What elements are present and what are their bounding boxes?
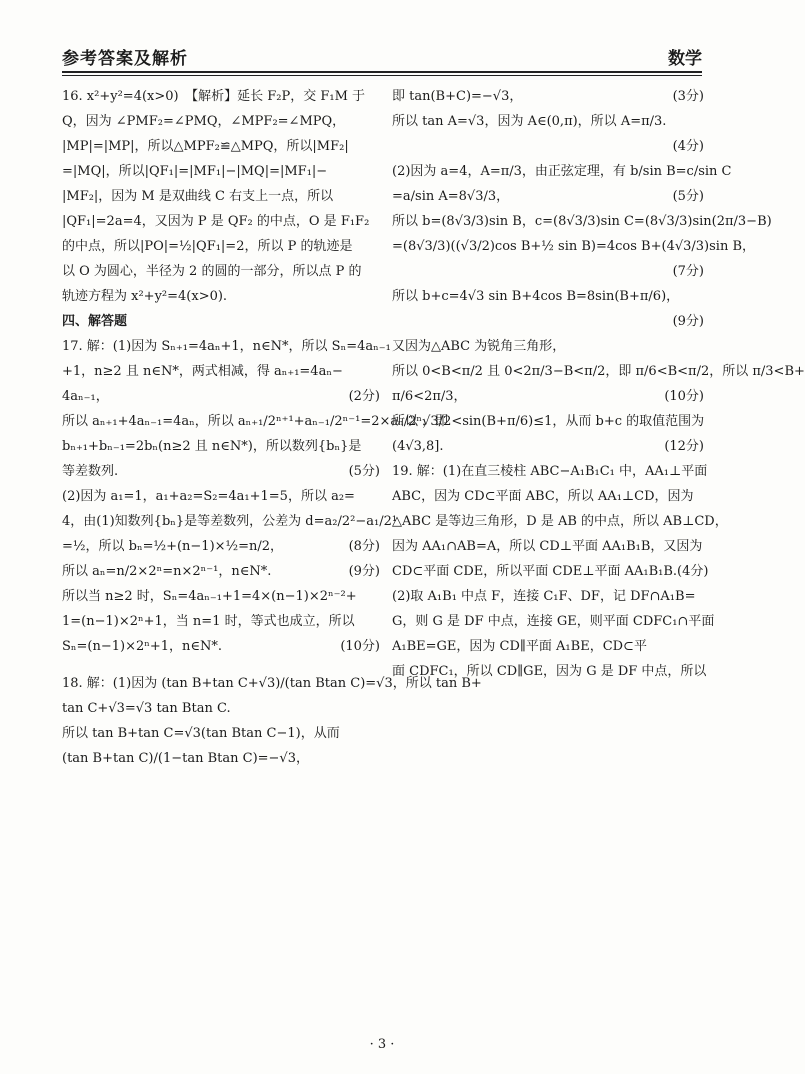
line-text: π/6<2π/3， — [392, 389, 467, 404]
line-text: 4aₙ₋₁， — [62, 389, 109, 404]
text-line — [392, 284, 704, 309]
text-line — [62, 409, 449, 434]
line-text: +1，n≥2 且 n∈N*，两式相减，得 aₙ₊₁=4aₙ− — [62, 364, 343, 379]
text-line — [392, 434, 704, 459]
line-text: 又因为△ABC 为锐角三角形， — [392, 339, 566, 354]
line-text: 所以 √3/2<sin(B+π/6)≤1，从而 b+c 的取值范围为 — [392, 414, 705, 429]
text-line — [62, 721, 380, 746]
text-line — [62, 284, 380, 309]
line-text: 所以 aₙ₊₁+4aₙ₋₁=4aₙ，所以 aₙ₊₁/2ⁿ⁺¹+aₙ₋₁/2ⁿ⁻¹=2×aₙ/2ⁿ，即 — [62, 414, 449, 429]
text-line — [62, 559, 380, 584]
line-text: 所以 tan A=√3，因为 A∈(0,π)，所以 A=π/3. — [392, 114, 667, 129]
line-text: 1=(n−1)×2ⁿ+1，当 n=1 时，等式也成立，所以 — [62, 614, 355, 629]
score-points: (9分) — [672, 314, 704, 329]
line-text: 所以 b=(8√3/3)sin B，c=(8√3/3)sin C=(8√3/3)sin(2π/3−B) — [392, 214, 772, 229]
line-text: =a/sin A=8√3/3， — [392, 189, 510, 204]
text-line — [392, 559, 709, 584]
line-text: |QF₁|=2a=4，又因为 P 是 QF₂ 的中点，O 是 F₁F₂ — [62, 214, 370, 229]
text-line — [62, 696, 380, 721]
text-line — [392, 459, 708, 484]
text-line — [62, 134, 380, 159]
text-line — [62, 159, 380, 184]
score-points: (3分) — [672, 89, 704, 104]
line-text: ABC，因为 CD⊂平面 ABC，所以 AA₁⊥CD，因为 — [392, 489, 694, 504]
text-line — [62, 609, 380, 634]
text-line — [392, 209, 772, 234]
text-line — [392, 634, 704, 659]
text-line — [62, 671, 482, 696]
line-text: 的中点，所以|PO|=½|QF₁|=2，所以 P 的轨迹是 — [62, 239, 353, 254]
header-title: 参考答案及解析 — [62, 49, 188, 69]
line-text: 所以 aₙ=n/2×2ⁿ=n×2ⁿ⁻¹，n∈N*. — [62, 564, 272, 579]
score-points: (7分) — [672, 264, 704, 279]
text-line — [392, 584, 704, 609]
text-line — [392, 359, 805, 384]
text-line — [62, 746, 380, 771]
text-line — [392, 259, 704, 284]
text-line — [392, 134, 704, 159]
text-line — [392, 84, 704, 109]
text-line — [62, 334, 391, 359]
text-line — [392, 309, 704, 334]
line-text: =½，所以 bₙ=½+(n−1)×½=n/2， — [62, 539, 284, 554]
line-text: (tan B+tan C)/(1−tan Btan C)=−√3， — [62, 751, 309, 766]
line-text: Q，因为 ∠PMF₂=∠PMQ，∠MPF₂=∠MPQ， — [62, 114, 346, 129]
text-line — [392, 509, 728, 534]
line-text: (2)取 A₁B₁ 中点 F，连接 C₁F、DF，记 DF∩A₁B= — [392, 589, 696, 604]
text-line — [62, 384, 380, 409]
text-line — [62, 234, 380, 259]
line-text: Sₙ=(n−1)×2ⁿ+1，n∈N*. — [62, 639, 223, 654]
score-points: (12分) — [664, 439, 704, 454]
header-subject: 数学 — [668, 49, 702, 69]
line-text: A₁BE=GE，因为 CD∥平面 A₁BE，CD⊂平 — [392, 639, 647, 654]
line-text: 18. 解：(1)因为 (tan B+tan C+√3)/(tan Btan C)=√3，所以 tan B+ — [62, 676, 482, 691]
line-text: 16. x²+y²=4(x>0) 【解析】延长 F₂P，交 F₁M 于 — [62, 89, 366, 104]
score-points: (2分) — [348, 389, 380, 404]
line-text: (2)因为 a₁=1，a₁+a₂=S₂=4a₁+1=5，所以 a₂= — [62, 489, 355, 504]
line-text: tan C+√3=√3 tan Btan C. — [62, 701, 231, 716]
line-text: =(8√3/3)((√3/2)cos B+½ sin B)=4cos B+(4√3/3)sin B， — [392, 239, 756, 254]
score-points: (10分) — [664, 389, 704, 404]
line-text: (2)因为 a=4，A=π/3，由正弦定理，有 b/sin B=c/sin C — [392, 164, 732, 179]
text-line — [62, 459, 380, 484]
text-line — [392, 109, 704, 134]
right-solution-block — [392, 84, 805, 684]
line-text: 所以 0<B<π/2 且 0<2π/3−B<π/2，即 π/6<B<π/2，所以 π/3<B+ — [392, 364, 805, 379]
score-points: (8分) — [348, 539, 380, 554]
line-text: 以 O 为圆心，半径为 2 的圆的一部分，所以点 P 的 — [62, 264, 362, 279]
line-text: 19. 解：(1)在直三棱柱 ABC−A₁B₁C₁ 中，AA₁⊥平面 — [392, 464, 708, 479]
line-text: 4，由(1)知数列{bₙ}是等差数列，公差为 d=a₂/2²−a₁/2¹ — [62, 514, 398, 529]
header-rule — [62, 71, 702, 73]
text-line — [392, 409, 704, 434]
text-line — [392, 234, 756, 259]
text-line — [62, 209, 380, 234]
text-line — [62, 359, 380, 384]
line-text: 轨迹方程为 x²+y²=4(x>0). — [62, 289, 228, 304]
line-text: 因为 AA₁∩AB=A，所以 CD⊥平面 AA₁B₁B，又因为 — [392, 539, 703, 554]
text-line — [62, 534, 380, 559]
line-text: 17. 解：(1)因为 Sₙ₊₁=4aₙ+1，n∈N*，所以 Sₙ=4aₙ₋₁ — [62, 339, 391, 354]
q16-block — [62, 84, 380, 309]
text-line — [392, 184, 704, 209]
line-text: |MF₂|，因为 M 是双曲线 C 右支上一点，所以 — [62, 189, 334, 204]
line-text: |MP|=|MP|，所以△MPF₂≌△MPQ，所以|MF₂| — [62, 139, 349, 154]
line-text: 面 CDFC₁，所以 CD∥GE，因为 G 是 DF 中点，所以 — [392, 664, 707, 679]
page-number: · 3 · — [369, 1037, 395, 1052]
line-text: CD⊂平面 CDE，所以平面 CDE⊥平面 AA₁B₁B.(4分) — [392, 564, 709, 579]
line-text: 所以 b+c=4√3 sin B+4cos B=8sin(B+π/6)， — [392, 289, 680, 304]
section-title: 四、解答题 — [62, 314, 128, 329]
text-line — [392, 484, 704, 509]
text-line — [62, 484, 380, 509]
text-line — [392, 659, 707, 684]
text-line — [392, 384, 704, 409]
text-line — [62, 509, 398, 534]
page-header — [62, 0, 702, 72]
line-text: 所以 tan B+tan C=√3(tan Btan C−1)，从而 — [62, 726, 340, 741]
text-line — [62, 259, 380, 284]
line-text: 等差数列. — [62, 464, 119, 479]
score-points: (5分) — [348, 464, 380, 479]
score-points: (10分) — [340, 639, 380, 654]
text-line — [62, 634, 380, 659]
text-line — [392, 334, 704, 359]
line-text: 即 tan(B+C)=−√3， — [392, 89, 523, 104]
text-line — [392, 534, 704, 559]
line-text: △ABC 是等边三角形，D 是 AB 的中点，所以 AB⊥CD， — [392, 514, 728, 529]
line-text: =|MQ|，所以|QF₁|=|MF₁|−|MQ|=|MF₁|− — [62, 164, 328, 179]
text-line — [62, 84, 380, 109]
line-text: bₙ₊₁+bₙ₋₁=2bₙ(n≥2 且 n∈N*)，所以数列{bₙ}是 — [62, 439, 362, 454]
q18-block — [62, 671, 482, 771]
line-text: 所以当 n≥2 时，Sₙ=4aₙ₋₁+1=4×(n−1)×2ⁿ⁻²+ — [62, 589, 357, 604]
score-points: (5分) — [672, 189, 704, 204]
line-text: (4√3,8]. — [392, 439, 444, 454]
line-text: G，则 G 是 DF 中点，连接 GE，则平面 CDFC₁∩平面 — [392, 614, 715, 629]
text-line — [62, 434, 380, 459]
right-column — [392, 84, 805, 684]
text-line — [62, 584, 380, 609]
text-line — [62, 184, 380, 209]
text-line — [62, 109, 380, 134]
score-points: (4分) — [672, 139, 704, 154]
score-points: (9分) — [348, 564, 380, 579]
text-line — [392, 159, 732, 184]
text-line — [392, 609, 715, 634]
header-rule-thin — [62, 75, 702, 76]
